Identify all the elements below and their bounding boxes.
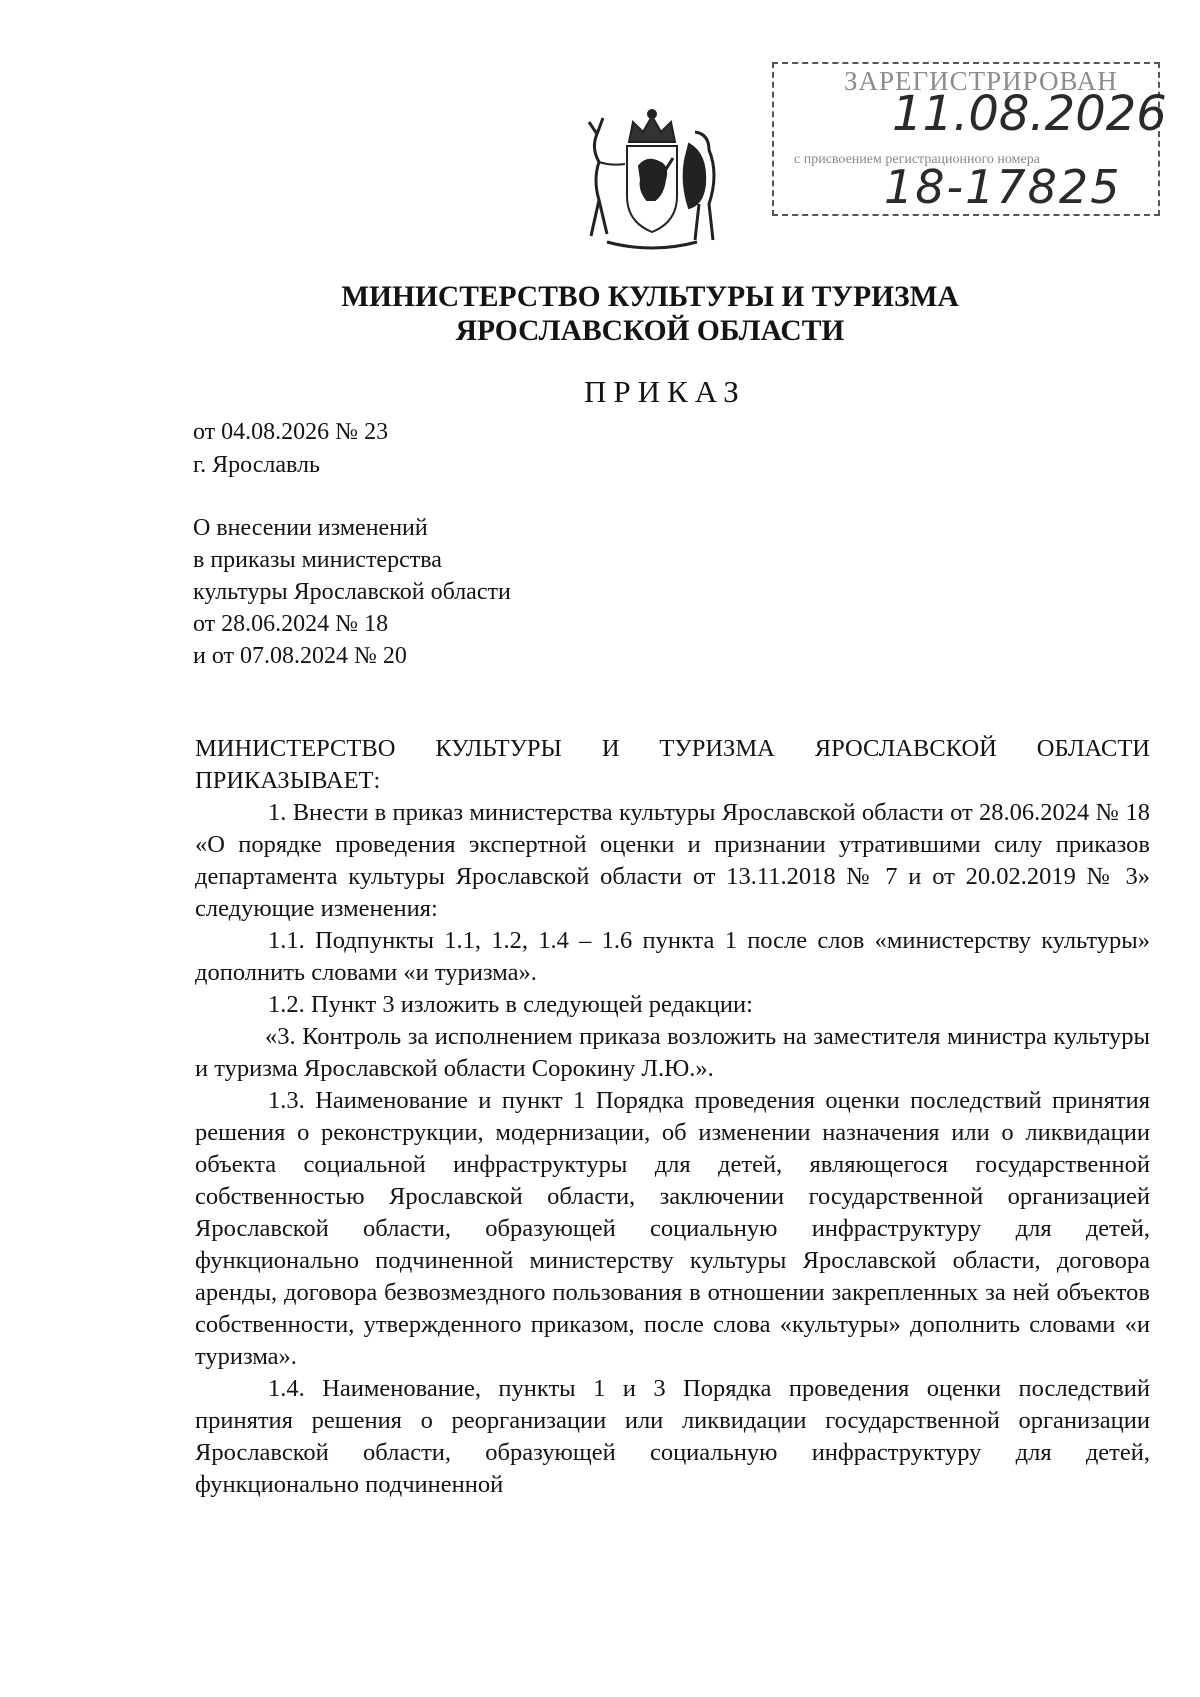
coat-of-arms-emblem	[577, 104, 727, 256]
org-line-2: ЯРОСЛАВСКОЙ ОБЛАСТИ	[455, 315, 845, 347]
paragraph: 1.1. Подпункты 1.1, 1.2, 1.4 – 1.6 пункта 1 после слов «министерству культуры» дополнить словами «и туризма».	[195, 927, 1150, 986]
subject-line: О внесении изменений	[193, 515, 428, 541]
document-subject	[193, 512, 511, 672]
paragraph: 1.4. Наименование, пункты 1 и 3 Порядка проведения оценки последствий принятия решения о реорганизации или ликвидации государственной организации Ярославской области, образующей социальную инфраструктуру для детей, функционально подчиненной	[195, 1375, 1150, 1498]
organization-title	[180, 280, 1120, 348]
stamp-reg-number: 18-17825	[884, 160, 1122, 214]
stamp-date: 11.08.2026	[892, 86, 1167, 142]
org-line-1: МИНИСТЕРСТВО КУЛЬТУРЫ И ТУРИЗМА	[341, 281, 959, 313]
subject-line: культуры Ярославской области	[193, 579, 511, 605]
document-body	[195, 733, 1150, 1501]
city: г. Ярославль	[193, 452, 320, 478]
paragraph: 1.3. Наименование и пункт 1 Порядка проведения оценки последствий принятия решения о реконструкции, модернизации, об изменении назначения или о ликвидации объекта социальной инфраструктуры для детей, являющегося государственной собственностью Ярославской области, заключении государственной организацией Ярославской области, образующей социальную инфраструктуру для детей, функционально подчиненной министерству культуры Ярославской области, договора аренды, договора безвозмездного пользования в отношении закрепленных за ней объектов собственности, утвержденного приказом, после слова «культуры» дополнить словами «и туризма».	[195, 1087, 1150, 1370]
paragraph: 1.2. Пункт 3 изложить в следующей редакции:	[268, 991, 753, 1018]
stamp-registered-label: ЗАРЕГИСТРИРОВАН	[844, 66, 1118, 96]
paragraph: «3. Контроль за исполнением приказа возложить на заместителя министра культуры и туризма Ярославской области Сорокину Л.Ю.».	[195, 1023, 1150, 1082]
subject-line: и от 07.08.2024 № 20	[193, 643, 407, 669]
date-number: от 04.08.2026 № 23	[193, 419, 389, 445]
document-type: ПРИКАЗ	[584, 374, 746, 409]
registration-stamp	[772, 62, 1167, 216]
paragraph: 1. Внести в приказ министерства культуры Ярославской области от 28.06.2024 № 18 «О порядке проведения экспертной оценки и признании утратившими силу приказов департамента культуры Ярославской области от 13.11.2018 № 7 и от 20.02.2019 № 3» следующие изменения:	[195, 799, 1150, 922]
subject-line: от 28.06.2024 № 18	[193, 611, 389, 637]
stamp-note: с присвоением регистрационного номера	[794, 152, 1040, 167]
document-meta	[193, 416, 388, 482]
preamble: МИНИСТЕРСТВО КУЛЬТУРЫ И ТУРИЗМА ЯРОСЛАВСКОЙ ОБЛАСТИ ПРИКАЗЫВАЕТ:	[195, 735, 1150, 794]
subject-line: в приказы министерства	[193, 547, 442, 573]
